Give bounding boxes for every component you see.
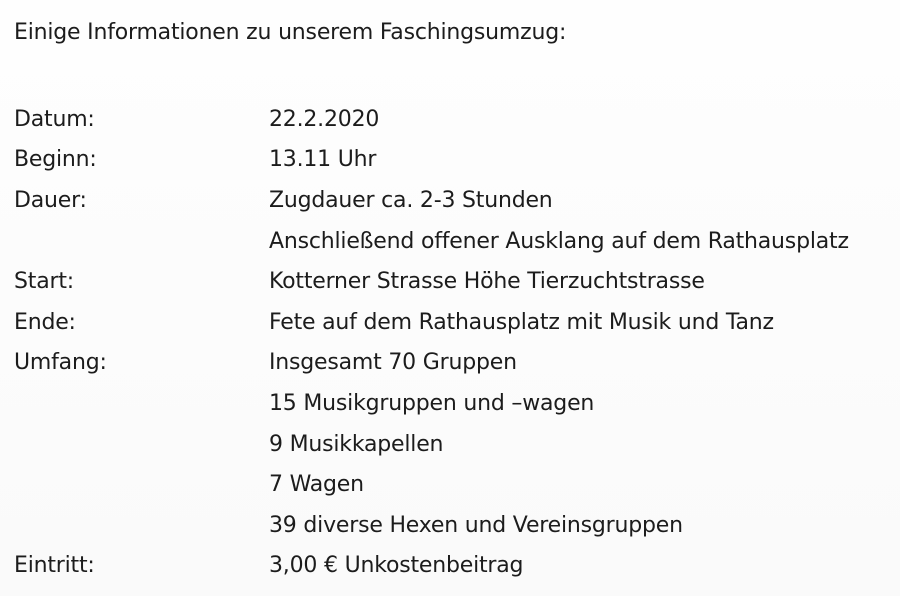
row-value: Insgesamt 70 Gruppen (269, 350, 517, 376)
row-value: Zugdauer ca. 2-3 Stunden (269, 187, 553, 213)
info-row-eintritt (14, 546, 894, 587)
row-label: Ende: (14, 309, 76, 335)
info-row-start (14, 261, 894, 302)
info-row-dauer-continued (14, 221, 894, 262)
info-table (14, 99, 894, 586)
row-value: 39 diverse Hexen und Vereinsgruppen (269, 512, 683, 538)
info-row-beginn (14, 140, 894, 181)
row-value: 15 Musikgruppen und –wagen (269, 390, 595, 416)
info-row-datum (14, 99, 894, 140)
row-value: Fete auf dem Rathausplatz mit Musik und Tanz (269, 309, 774, 335)
info-row-umfang-wagen (14, 464, 894, 505)
info-row-ende (14, 302, 894, 343)
info-row-umfang-musikkapellen (14, 424, 894, 465)
info-row-dauer (14, 180, 894, 221)
row-label: Datum: (14, 106, 95, 132)
row-value: 3,00 € Unkostenbeitrag (269, 553, 524, 579)
row-value: 9 Musikkapellen (269, 431, 444, 457)
row-value: 7 Wagen (269, 472, 364, 498)
intro-heading: Einige Informationen zu unserem Faschingsumzug: (14, 20, 567, 45)
row-label: Start: (14, 269, 74, 295)
row-value: Kotterner Strasse Höhe Tierzuchtstrasse (269, 269, 705, 295)
row-value: 22.2.2020 (269, 106, 380, 132)
info-row-umfang-musikgruppen (14, 383, 894, 424)
row-value: Anschließend offener Ausklang auf dem Rathausplatz (269, 228, 849, 254)
info-row-umfang (14, 343, 894, 384)
row-label: Umfang: (14, 350, 107, 376)
row-value: 13.11 Uhr (269, 147, 377, 173)
row-label: Beginn: (14, 147, 97, 173)
row-label: Eintritt: (14, 553, 95, 579)
info-row-umfang-hexen (14, 505, 894, 546)
row-label: Dauer: (14, 187, 87, 213)
